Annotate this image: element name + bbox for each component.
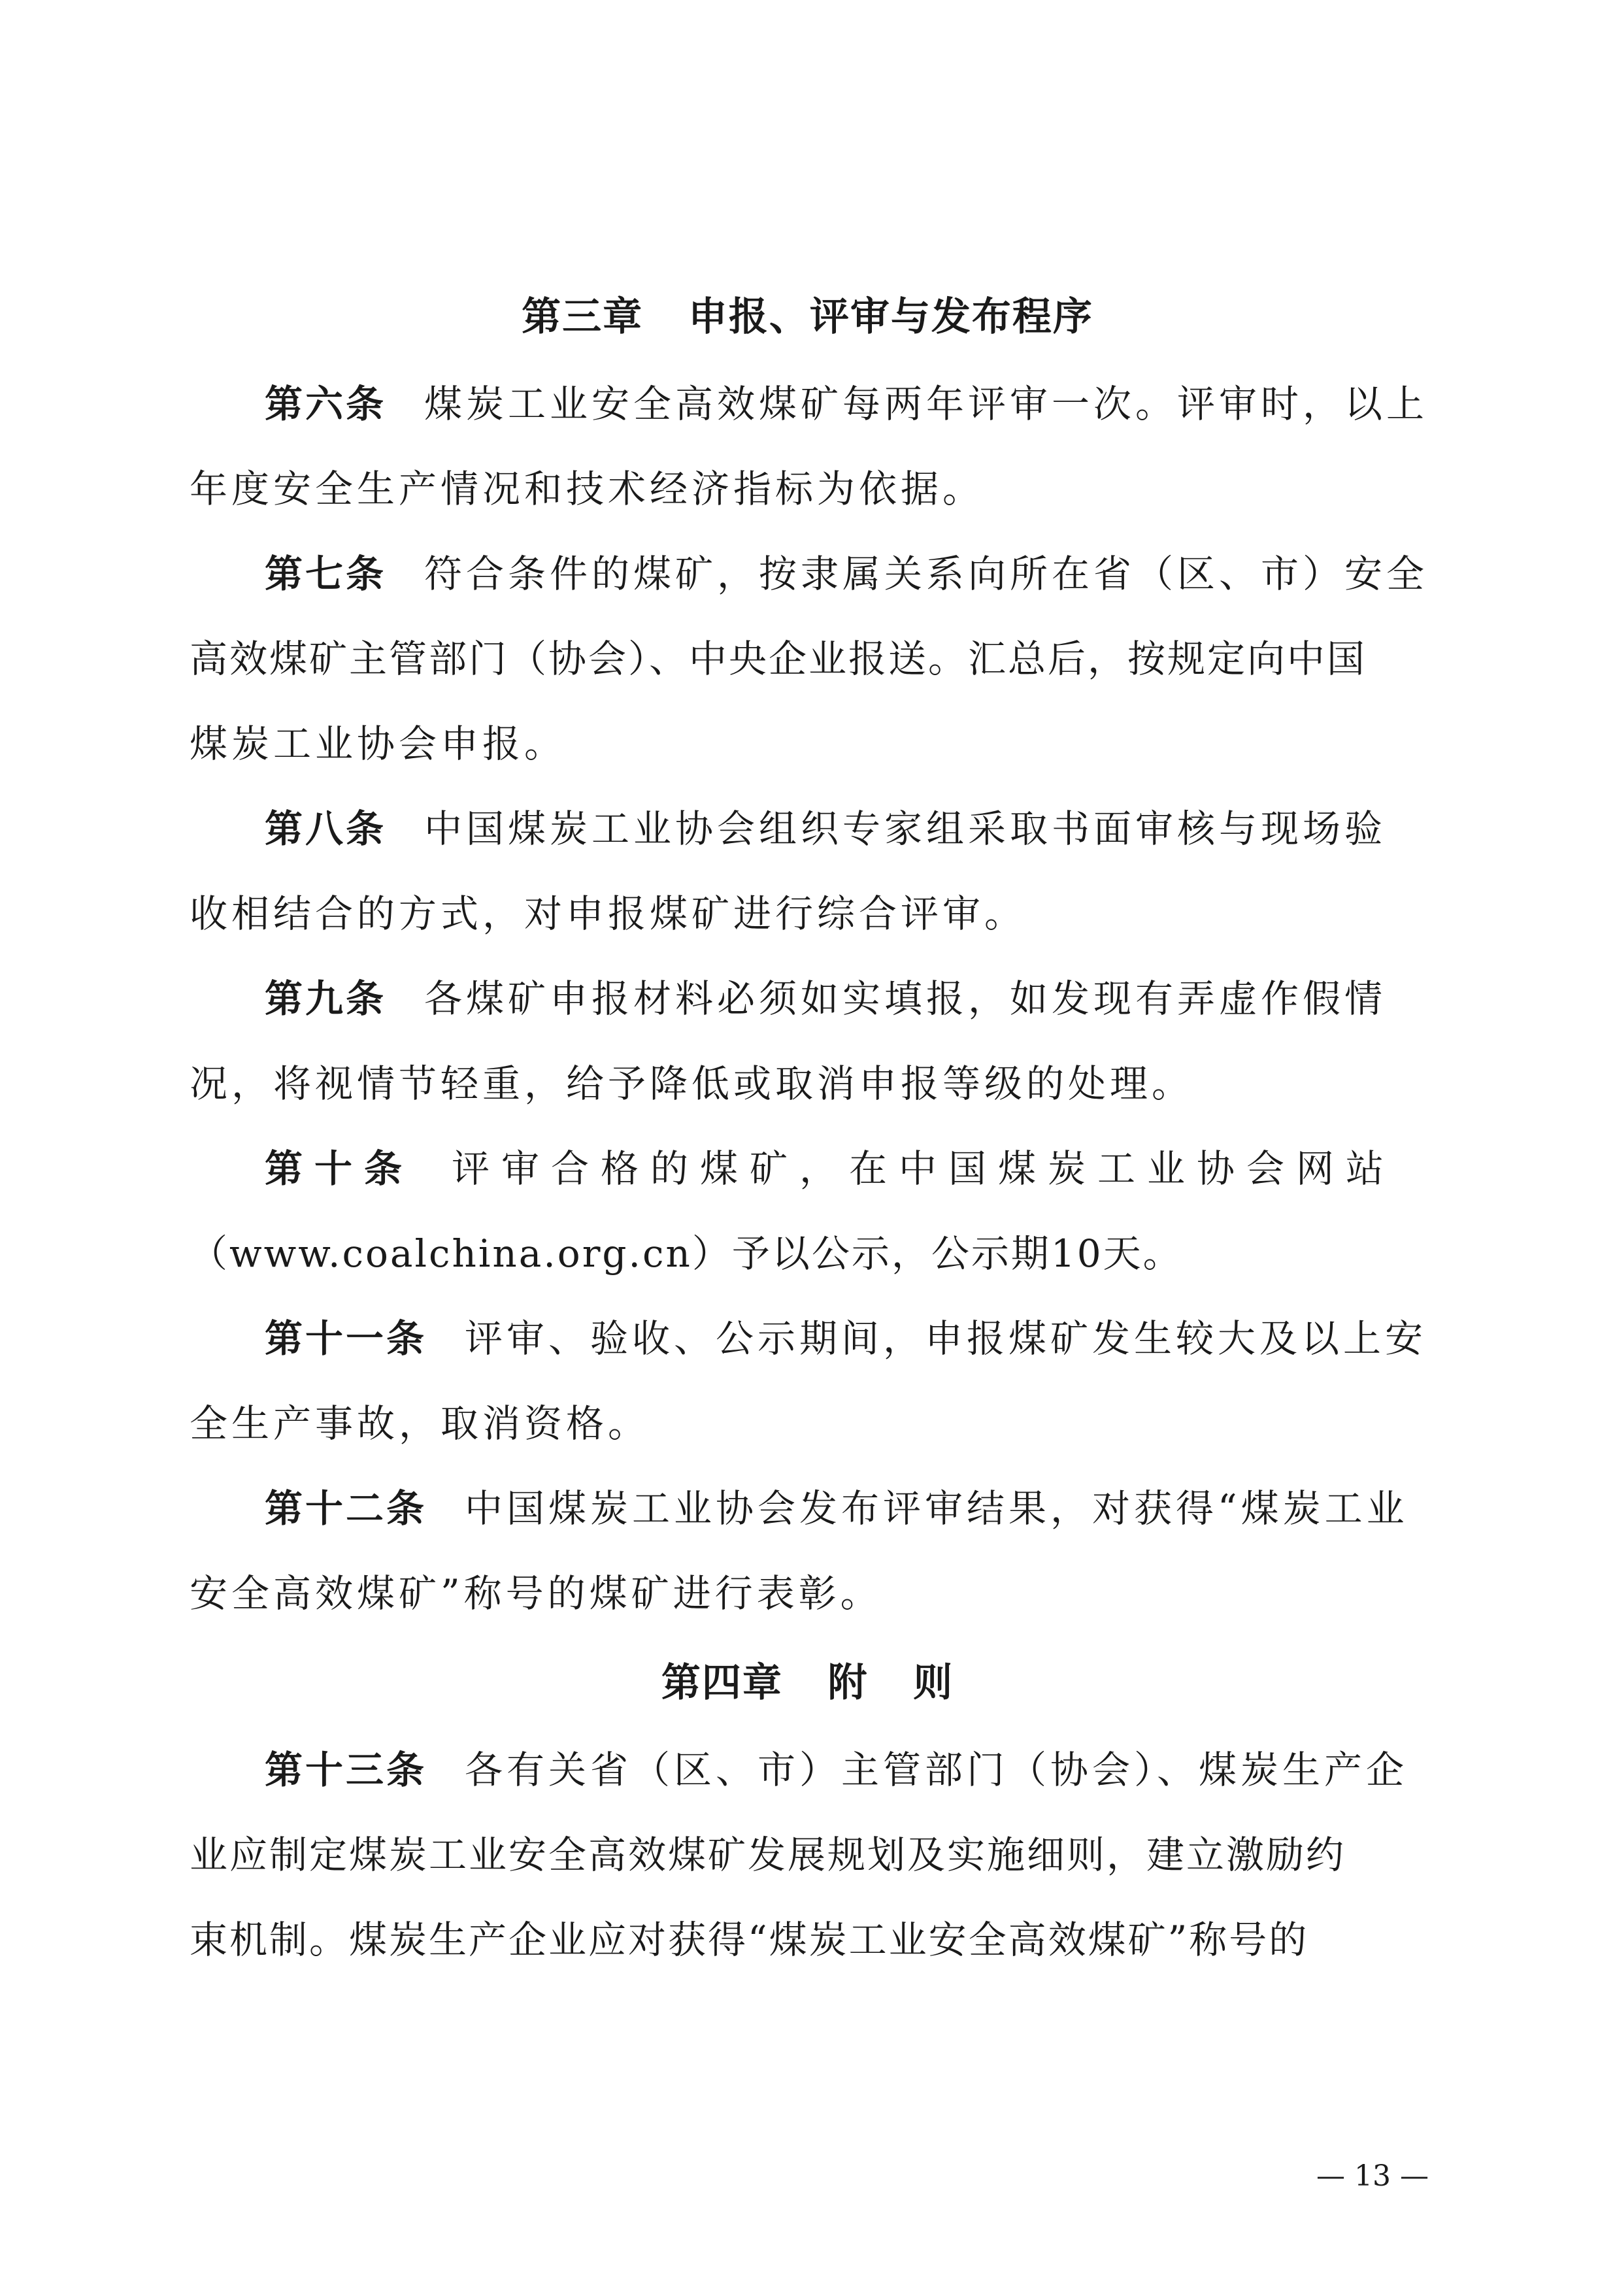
article-9-line-2: 况，将视情节轻重，给予降低或取消申报等级的处理。 bbox=[190, 1061, 1194, 1106]
article-8-line-2: 收相结合的方式，对申报煤矿进行综合评审。 bbox=[190, 891, 1027, 936]
article-13-line-2: 业应制定煤炭工业安全高效煤矿发展规划及实施细则，建立激励约 bbox=[190, 1833, 1346, 1877]
article-11-line-2: 全生产事故，取消资格。 bbox=[190, 1401, 650, 1446]
article-13-label: 第十三条 bbox=[265, 1748, 427, 1792]
chapter-4-title: 第四章 附 则 bbox=[661, 1660, 954, 1706]
article-9-label: 第九条 bbox=[265, 976, 387, 1021]
article-7-line-1 bbox=[265, 548, 1428, 600]
article-6-text-1: 煤炭工业安全高效煤矿每两年评审一次。评审时，以上 bbox=[424, 382, 1429, 426]
article-10-line-1 bbox=[265, 1142, 1395, 1195]
article-6-label: 第六条 bbox=[265, 382, 387, 426]
article-10-text-1: 评审合格的煤矿，在中国煤炭工业协会网站 bbox=[452, 1146, 1396, 1191]
article-11-label: 第十一条 bbox=[265, 1316, 427, 1361]
article-7-text-1: 符合条件的煤矿，按隶属关系向所在省（区、市）安全 bbox=[424, 552, 1429, 596]
article-7-line-2: 高效煤矿主管部门（协会）、中央企业报送。汇总后，按规定向中国 bbox=[190, 637, 1367, 681]
chapter-3-title: 第三章 申报、评审与发布程序 bbox=[522, 294, 1093, 340]
article-13-line-1 bbox=[265, 1744, 1408, 1796]
article-11-line-1 bbox=[265, 1312, 1427, 1365]
article-6-line-2: 年度安全生产情况和技术经济指标为依据。 bbox=[190, 467, 985, 511]
article-13-text-1: 各有关省（区、市）主管部门（协会）、煤炭生产企 bbox=[465, 1748, 1408, 1792]
article-6-line-1 bbox=[265, 378, 1428, 430]
article-8-text-1: 中国煤炭工业协会组织专家组采取书面审核与现场验 bbox=[424, 807, 1387, 851]
article-10-line-2: （www.coalchina.org.cn）予以公示，公示期10天。 bbox=[190, 1231, 1183, 1276]
article-8-label: 第八条 bbox=[265, 807, 387, 851]
article-7-label: 第七条 bbox=[265, 552, 387, 596]
article-12-label: 第十二条 bbox=[265, 1486, 427, 1531]
article-9-line-1 bbox=[265, 973, 1386, 1025]
article-8-line-1 bbox=[265, 803, 1386, 855]
article-10-label: 第十条 bbox=[265, 1146, 414, 1191]
article-13-line-3: 束机制。煤炭生产企业应对获得“煤炭工业安全高效煤矿”称号的 bbox=[190, 1918, 1309, 1962]
page-number: — 13 — bbox=[1316, 2159, 1429, 2193]
article-9-text-1: 各煤矿申报材料必须如实填报，如发现有弄虚作假情 bbox=[424, 976, 1387, 1021]
article-12-text-1: 中国煤炭工业协会发布评审结果，对获得“煤炭工业 bbox=[465, 1486, 1408, 1531]
article-11-text-1: 评审、验收、公示期间，申报煤矿发生较大及以上安 bbox=[465, 1316, 1427, 1361]
article-12-line-2: 安全高效煤矿”称号的煤矿进行表彰。 bbox=[190, 1571, 882, 1616]
article-7-line-3: 煤炭工业协会申报。 bbox=[190, 722, 567, 766]
article-12-line-1 bbox=[265, 1482, 1408, 1535]
